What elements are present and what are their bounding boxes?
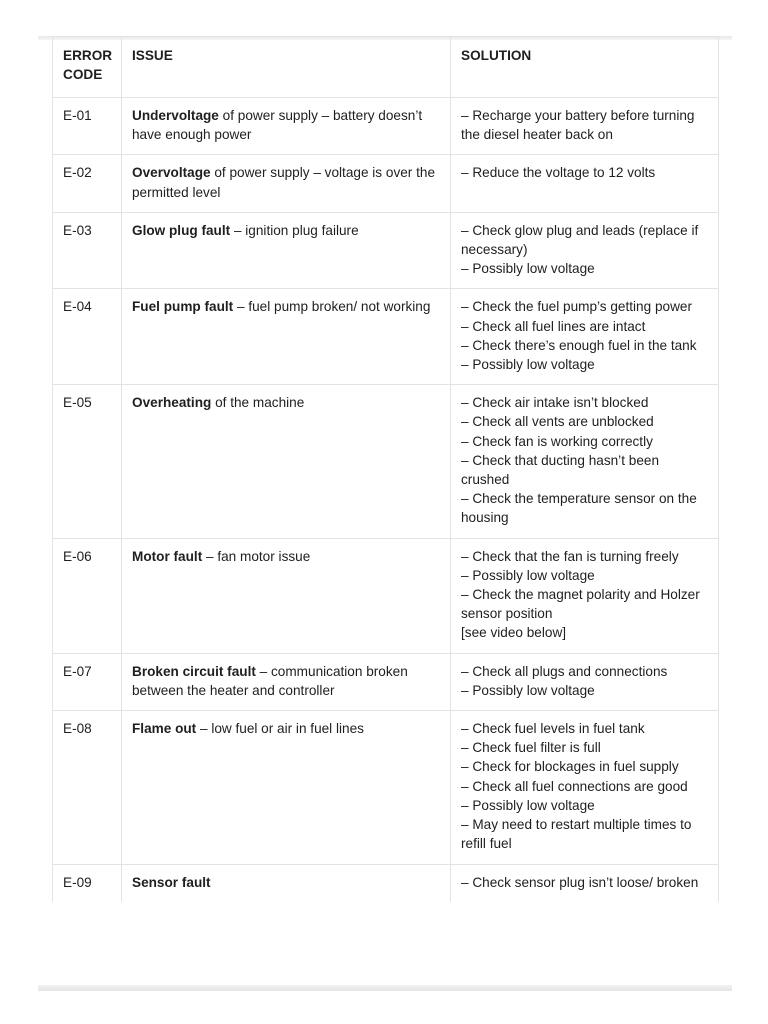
issue-cell xyxy=(122,289,451,385)
table-header-row xyxy=(53,37,719,98)
error-code-cell: E-05 xyxy=(53,385,122,538)
solution-cell xyxy=(451,98,719,155)
table-row xyxy=(53,212,719,289)
bottom-edge xyxy=(38,985,732,991)
error-code-cell: E-01 xyxy=(53,98,122,155)
error-code-cell: E-03 xyxy=(53,212,122,289)
issue-cell xyxy=(122,385,451,538)
solution-step: – Check the fuel pump’s getting power xyxy=(461,299,692,315)
error-code-cell: E-04 xyxy=(53,289,122,385)
issue-title: Fuel pump fault xyxy=(132,299,234,315)
solution-step: – Check fuel levels in fuel tank xyxy=(461,721,645,737)
error-code-table xyxy=(52,36,719,902)
issue-description: – communication broken between the heater and controller xyxy=(132,663,408,698)
solution-step: – Check sensor plug isn’t loose/ broken xyxy=(461,874,699,890)
solution-cell xyxy=(451,711,719,864)
issue-title: Motor fault xyxy=(132,548,203,564)
solution-step: – Possibly low voltage xyxy=(461,797,595,813)
solution-step: – Check for blockages in fuel supply xyxy=(461,759,679,775)
error-code-cell: E-07 xyxy=(53,653,122,710)
solution-step: – Check there’s enough fuel in the tank xyxy=(461,337,697,353)
solution-step: – Check all plugs and connections xyxy=(461,663,668,679)
solution-step: – Check all fuel lines are intact xyxy=(461,318,646,334)
header-issue: ISSUE xyxy=(122,37,451,98)
issue-title: Sensor fault xyxy=(132,874,211,890)
solution-step: [see video below] xyxy=(461,625,567,641)
solution-step: – Possibly low voltage xyxy=(461,357,595,373)
solution-step: – Possibly low voltage xyxy=(461,567,595,583)
issue-cell xyxy=(122,98,451,155)
table-row xyxy=(53,653,719,710)
solution-cell xyxy=(451,155,719,212)
issue-description: of power supply – battery doesn’t have enough power xyxy=(132,108,423,143)
solution-step: – May need to restart multiple times to refill fuel xyxy=(461,817,692,852)
solution-step: – Check all vents are unblocked xyxy=(461,414,654,430)
issue-cell xyxy=(122,212,451,289)
issue-cell xyxy=(122,538,451,653)
solution-step: – Check fan is working correctly xyxy=(461,433,653,449)
table-row xyxy=(53,155,719,212)
solution-step: – Recharge your battery before turning the diesel heater back on xyxy=(461,108,695,143)
solution-step: – Possibly low voltage xyxy=(461,682,595,698)
issue-cell xyxy=(122,711,451,864)
table-row xyxy=(53,711,719,864)
table-row xyxy=(53,98,719,155)
solution-step: – Check that the fan is turning freely xyxy=(461,548,679,564)
solution-step: – Check fuel filter is full xyxy=(461,740,601,756)
issue-title: Glow plug fault xyxy=(132,222,231,238)
issue-description: of the machine xyxy=(211,395,305,411)
table-body xyxy=(53,98,719,902)
table-row xyxy=(53,289,719,385)
solution-step: – Check that ducting hasn’t been crushed xyxy=(461,452,659,488)
issue-title: Flame out xyxy=(132,721,197,737)
issue-cell xyxy=(122,653,451,710)
error-code-cell: E-09 xyxy=(53,864,122,902)
error-code-cell: E-02 xyxy=(53,155,122,212)
solution-step: – Possibly low voltage xyxy=(461,261,595,277)
table-row xyxy=(53,864,719,902)
issue-title: Overheating xyxy=(132,395,212,411)
issue-cell xyxy=(122,155,451,212)
issue-cell xyxy=(122,864,451,902)
solution-step: – Check all fuel connections are good xyxy=(461,778,688,794)
solution-cell xyxy=(451,385,719,538)
error-code-cell: E-06 xyxy=(53,538,122,653)
solution-cell xyxy=(451,538,719,653)
error-code-cell: E-08 xyxy=(53,711,122,864)
solution-cell xyxy=(451,212,719,289)
issue-description: – fuel pump broken/ not working xyxy=(233,299,431,315)
solution-step: – Reduce the voltage to 12 volts xyxy=(461,165,656,181)
header-solution: SOLUTION xyxy=(451,37,719,98)
header-error-code: ERROR CODE xyxy=(53,37,122,98)
issue-description: of power supply – voltage is over the permitted level xyxy=(132,165,436,200)
issue-description: – low fuel or air in fuel lines xyxy=(196,721,364,737)
solution-cell xyxy=(451,653,719,710)
issue-title: Broken circuit fault xyxy=(132,663,256,679)
solution-cell xyxy=(451,289,719,385)
issue-title: Undervoltage xyxy=(132,108,219,123)
solution-step: – Check the temperature sensor on the housing xyxy=(461,491,697,526)
table-row xyxy=(53,385,719,538)
issue-description: – ignition plug failure xyxy=(230,222,359,238)
solution-step: – Check the magnet polarity and Holzer sensor position xyxy=(461,587,700,622)
issue-description: – fan motor issue xyxy=(202,548,311,564)
solution-step: – Check glow plug and leads (replace if necessary) xyxy=(461,222,699,258)
table-row xyxy=(53,538,719,653)
issue-title: Overvoltage xyxy=(132,165,211,181)
solution-step: – Check air intake isn’t blocked xyxy=(461,395,649,411)
solution-cell xyxy=(451,864,719,902)
